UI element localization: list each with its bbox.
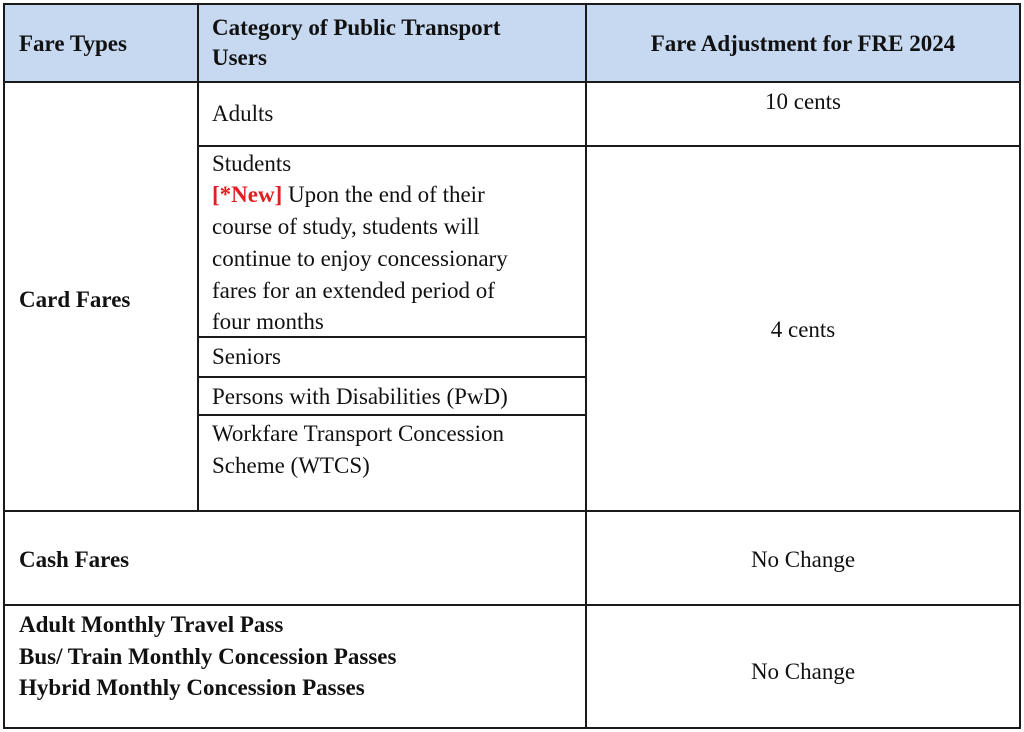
cash-fares-adjustment: No Change	[750, 547, 856, 572]
students-note-line5: four months	[212, 309, 324, 334]
new-tag: [*New]	[212, 182, 283, 207]
category-seniors: Seniors	[212, 344, 281, 369]
adults-adjustment: 10 cents	[764, 89, 841, 114]
divider	[5, 604, 1019, 606]
students-note-text: Upon the end of their	[282, 182, 485, 207]
category-wtcs-line1: Workfare Transport Concession	[212, 421, 505, 446]
header-fare-types: Fare Types	[19, 31, 127, 56]
divider	[5, 510, 1019, 512]
header-category-line1: Category of Public Transport	[212, 15, 501, 40]
divider	[5, 81, 1019, 83]
students-note-line3: continue to enjoy concessionary	[212, 246, 508, 271]
students-note-line1	[212, 179, 485, 211]
category-wtcs-line2: Scheme (WTCS)	[212, 453, 370, 478]
header-category-line2: Users	[212, 45, 267, 70]
header-fare-adjustment: Fare Adjustment for FRE 2024	[650, 31, 956, 56]
category-pwd: Persons with Disabilities (PwD)	[212, 384, 508, 409]
passes-line2: Bus/ Train Monthly Concession Passes	[19, 644, 397, 669]
students-note-line4: fares for an extended period of	[212, 278, 495, 303]
category-students: Students	[212, 151, 292, 176]
divider	[199, 414, 585, 416]
card-fares-label: Card Fares	[19, 287, 131, 312]
passes-line3: Hybrid Monthly Concession Passes	[19, 675, 365, 700]
category-adults: Adults	[212, 101, 274, 126]
cash-fares-label: Cash Fares	[19, 547, 130, 572]
passes-adjustment: No Change	[750, 659, 856, 684]
students-note-line2: course of study, students will	[212, 214, 480, 239]
concession-adjustment: 4 cents	[770, 317, 836, 342]
passes-line1: Adult Monthly Travel Pass	[19, 612, 284, 637]
divider	[199, 145, 1019, 147]
divider	[199, 376, 585, 378]
